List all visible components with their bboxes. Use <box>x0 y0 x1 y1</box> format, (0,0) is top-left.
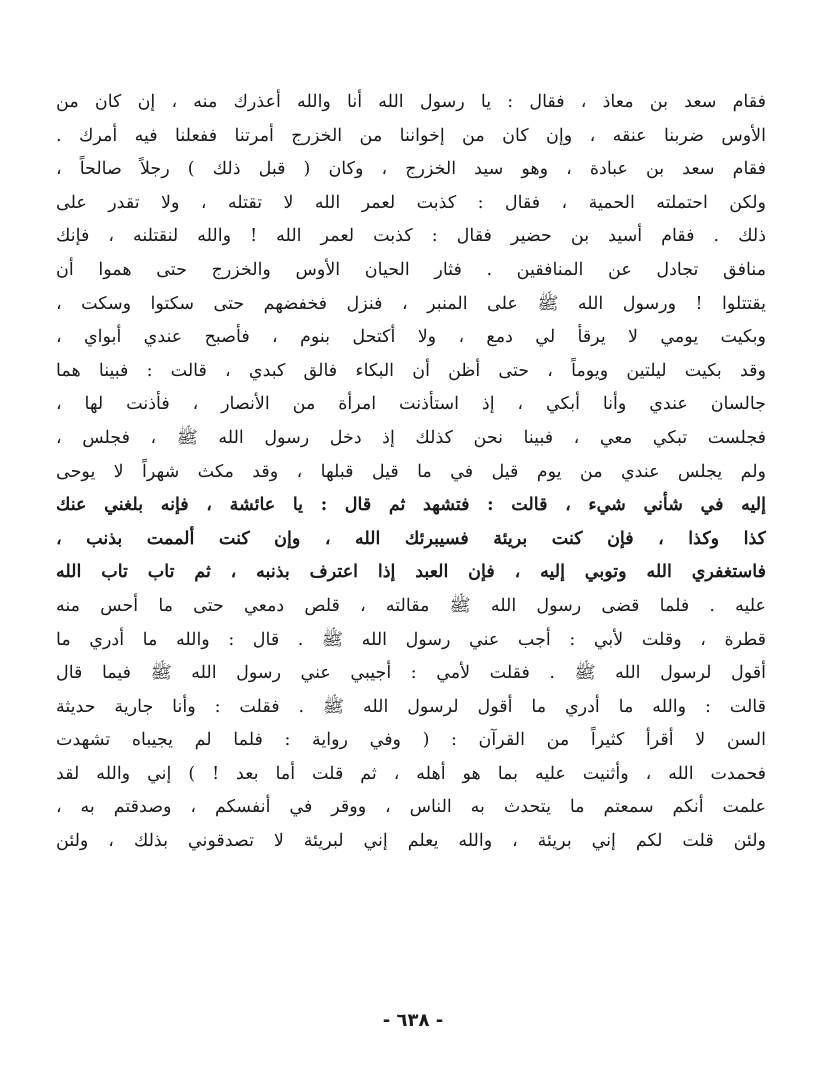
text-line: يقتتلوا ! ورسول الله ﷺ على المنبر ، فنزل فخفضهم حتى سكتوا وسكت ، <box>56 293 766 314</box>
text-line: ولئن قلت لكم إني بريئة ، والله يعلم إني لبريئة لا تصدقوني بذلك ، ولئن <box>56 831 766 852</box>
text-line: ولكن احتملته الحمية ، فقال : كذبت لعمر الله لا تقتله ، ولا تقدر على <box>56 192 766 213</box>
text-line: قطرة ، وقلت لأبي : أجب عني رسول الله ﷺ . قال : والله ما أدري ما <box>56 629 766 650</box>
text-line: عليه . فلما قضى رسول الله ﷺ مقالته ، قلص دمعي حتى ما أحس منه <box>56 595 766 616</box>
text-line-emphasis: إليه في شأني شيء ، قالت : فتشهد ثم قال : يا عائشة ، فإنه بلغني عنك <box>56 495 766 516</box>
text-line: الأوس ضربنا عنقه ، وإن كان من إخواننا من الخزرج أمرتنا ففعلنا فيه أمرك . <box>56 125 766 146</box>
text-line: فجلست تبكي معي ، فبينا نحن كذلك إذ دخل رسول الله ﷺ ، فجلس ، <box>56 427 766 448</box>
text-line: فحمدت الله ، وأثنيت عليه بما هو أهله ، ثم قلت أما بعد ! ) إني والله لقد <box>56 763 766 784</box>
text-line-emphasis: فاستغفري الله وتوبي إليه ، فإن العبد إذا اعترف بذنبه ، ثم تاب تاب الله <box>56 562 766 583</box>
text-line-emphasis: كذا وكذا ، فإن كنت بريئة فسيبرئك الله ، وإن كنت ألممت بذنب ، <box>56 528 766 549</box>
text-line: جالسان عندي وأنا أبكي ، إذ استأذنت امرأة من الأنصار ، فأذنت لها ، <box>56 394 766 415</box>
text-line: وقد بكيت ليلتين ويوماً ، حتى أظن أن البكاء فالق كبدي ، قالت : فبينا هما <box>56 360 766 381</box>
text-line: فقام سعد بن عبادة ، وهو سيد الخزرج ، وكان ( قبل ذلك ) رجلاً صالحاً ، <box>56 159 766 180</box>
text-line: علمت أنكم سمعتم ما يتحدث به الناس ، ووقر في أنفسكم ، وصدقتم به ، <box>56 797 766 818</box>
body-text <box>56 86 766 859</box>
page-number: - ٦٣٨ - <box>382 1010 444 1031</box>
text-line: أقول لرسول الله ﷺ . فقلت لأمي : أجيبي عني رسول الله ﷺ فيما قال <box>56 663 766 684</box>
text-line: منافق تجادل عن المنافقين . فثار الحيان الأوس والخزرج حتى هموا أن <box>56 259 766 280</box>
text-line: ذلك . فقام أسيد بن حضير فقال : كذبت لعمر الله ! والله لنقتلنه ، فإنك <box>56 226 766 247</box>
text-line: السن لا أقرأ كثيراً من القرآن : ( وفي رواية : فلما لم يجيباه تشهدت <box>56 730 766 751</box>
text-line: ولم يجلس عندي من يوم قيل في ما قيل قبلها ، وقد مكث شهراً لا يوحى <box>56 461 766 482</box>
text-line: وبكيت يومي لا يرقأ لي دمع ، ولا أكتحل بنوم ، فأصبح عندي أبواي ، <box>56 327 766 348</box>
text-line: قالت : والله ما أدري ما أقول لرسول الله ﷺ . فقلت : وأنا جارية حديثة <box>56 696 766 717</box>
text-line: فقام سعد بن معاذ ، فقال : يا رسول الله أنا والله أعذرك منه ، إن كان من <box>56 92 766 112</box>
